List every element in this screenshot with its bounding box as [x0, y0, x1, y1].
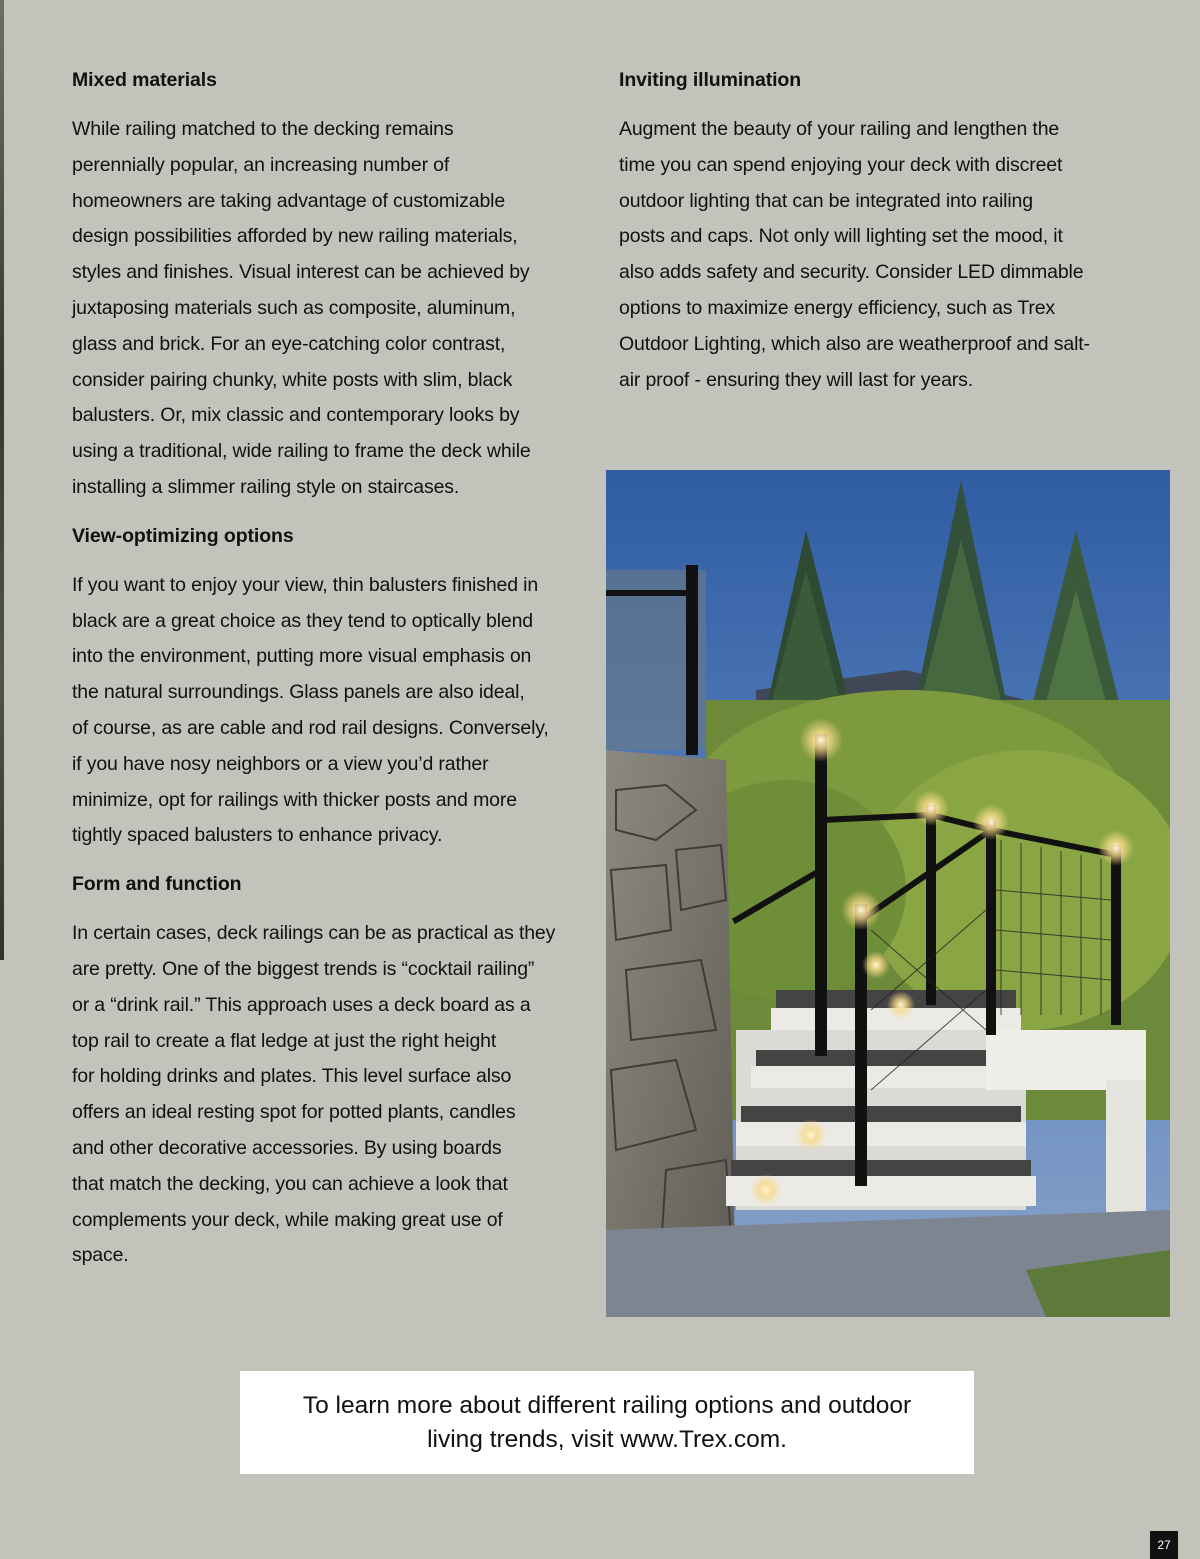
- heading-view-optimizing: View-optimizing options: [72, 524, 294, 547]
- body-mixed-materials: While railing matched to the decking remains perennially popular, an increasing number of homeowners are taking advantage of customizable design possibilities afforded by new railing materials, styles and finishes. Visual interest can be achieved by juxtaposing materials such as composite, aluminum, glass and brick. For an eye-catching color contrast, consider pairing chunky, white posts with slim, black balusters. Or, mix classic and contemporary looks by using a traditional, wide railing to frame the deck while installing a slimmer railing style on staircases.: [72, 118, 531, 498]
- heading-form-function: Form and function: [72, 873, 242, 896]
- edge-photo-strip: [0, 0, 4, 960]
- cta-text: To learn more about different railing options and outdoor living trends, visit www.Trex.com.: [302, 1391, 912, 1453]
- right-column: [619, 66, 1159, 398]
- section-mixed-materials: [72, 66, 592, 506]
- page-number: 27: [1150, 1531, 1178, 1559]
- section-form-function: [72, 870, 592, 1274]
- section-view-optimizing: [72, 522, 592, 854]
- deck-stairs-photo: [606, 470, 1170, 1317]
- heading-mixed-materials: Mixed materials: [72, 69, 217, 91]
- body-view-optimizing: If you want to enjoy your view, thin balusters finished in black are a great choice as they tend to optically blend into the environment, putting more visual emphasis on the natural surroundings. Glass panels are also ideal, of course, as are cable and rod rail designs. Conversely, if you have nosy neighbors or a view you’d rather minimize, opt for railings with thicker posts and more tightly spaced balusters to enhance privacy.: [72, 573, 549, 847]
- heading-inviting-illumination: Inviting illumination: [619, 69, 802, 91]
- body-form-function: In certain cases, deck railings can be as practical as they are pretty. One of the biggest trends is “cocktail railing” or a “drink rail.” This approach uses a deck board as a top rail to create a flat ledge at just the right height for holding drinks and plates. This level surface also offers an ideal resting spot for potted plants, candles and other decorative accessories. By using boards that match the decking, you can achieve a look that complements your deck, while making great use of space.: [72, 922, 556, 1267]
- cta-box: [240, 1371, 974, 1474]
- body-inviting-illumination: Augment the beauty of your railing and lengthen the time you can spend enjoying your deck with discreet outdoor lighting that can be integrated into railing posts and caps. Not only will lighting set the mood, it also adds safety and security. Consider LED dimmable options to maximize energy efficiency, such as Trex Outdoor Lighting, which also are weatherproof and salt- air proof - ensuring they will last for years.: [619, 118, 1090, 391]
- section-inviting-illumination: [619, 66, 1159, 398]
- left-column: [72, 66, 592, 1290]
